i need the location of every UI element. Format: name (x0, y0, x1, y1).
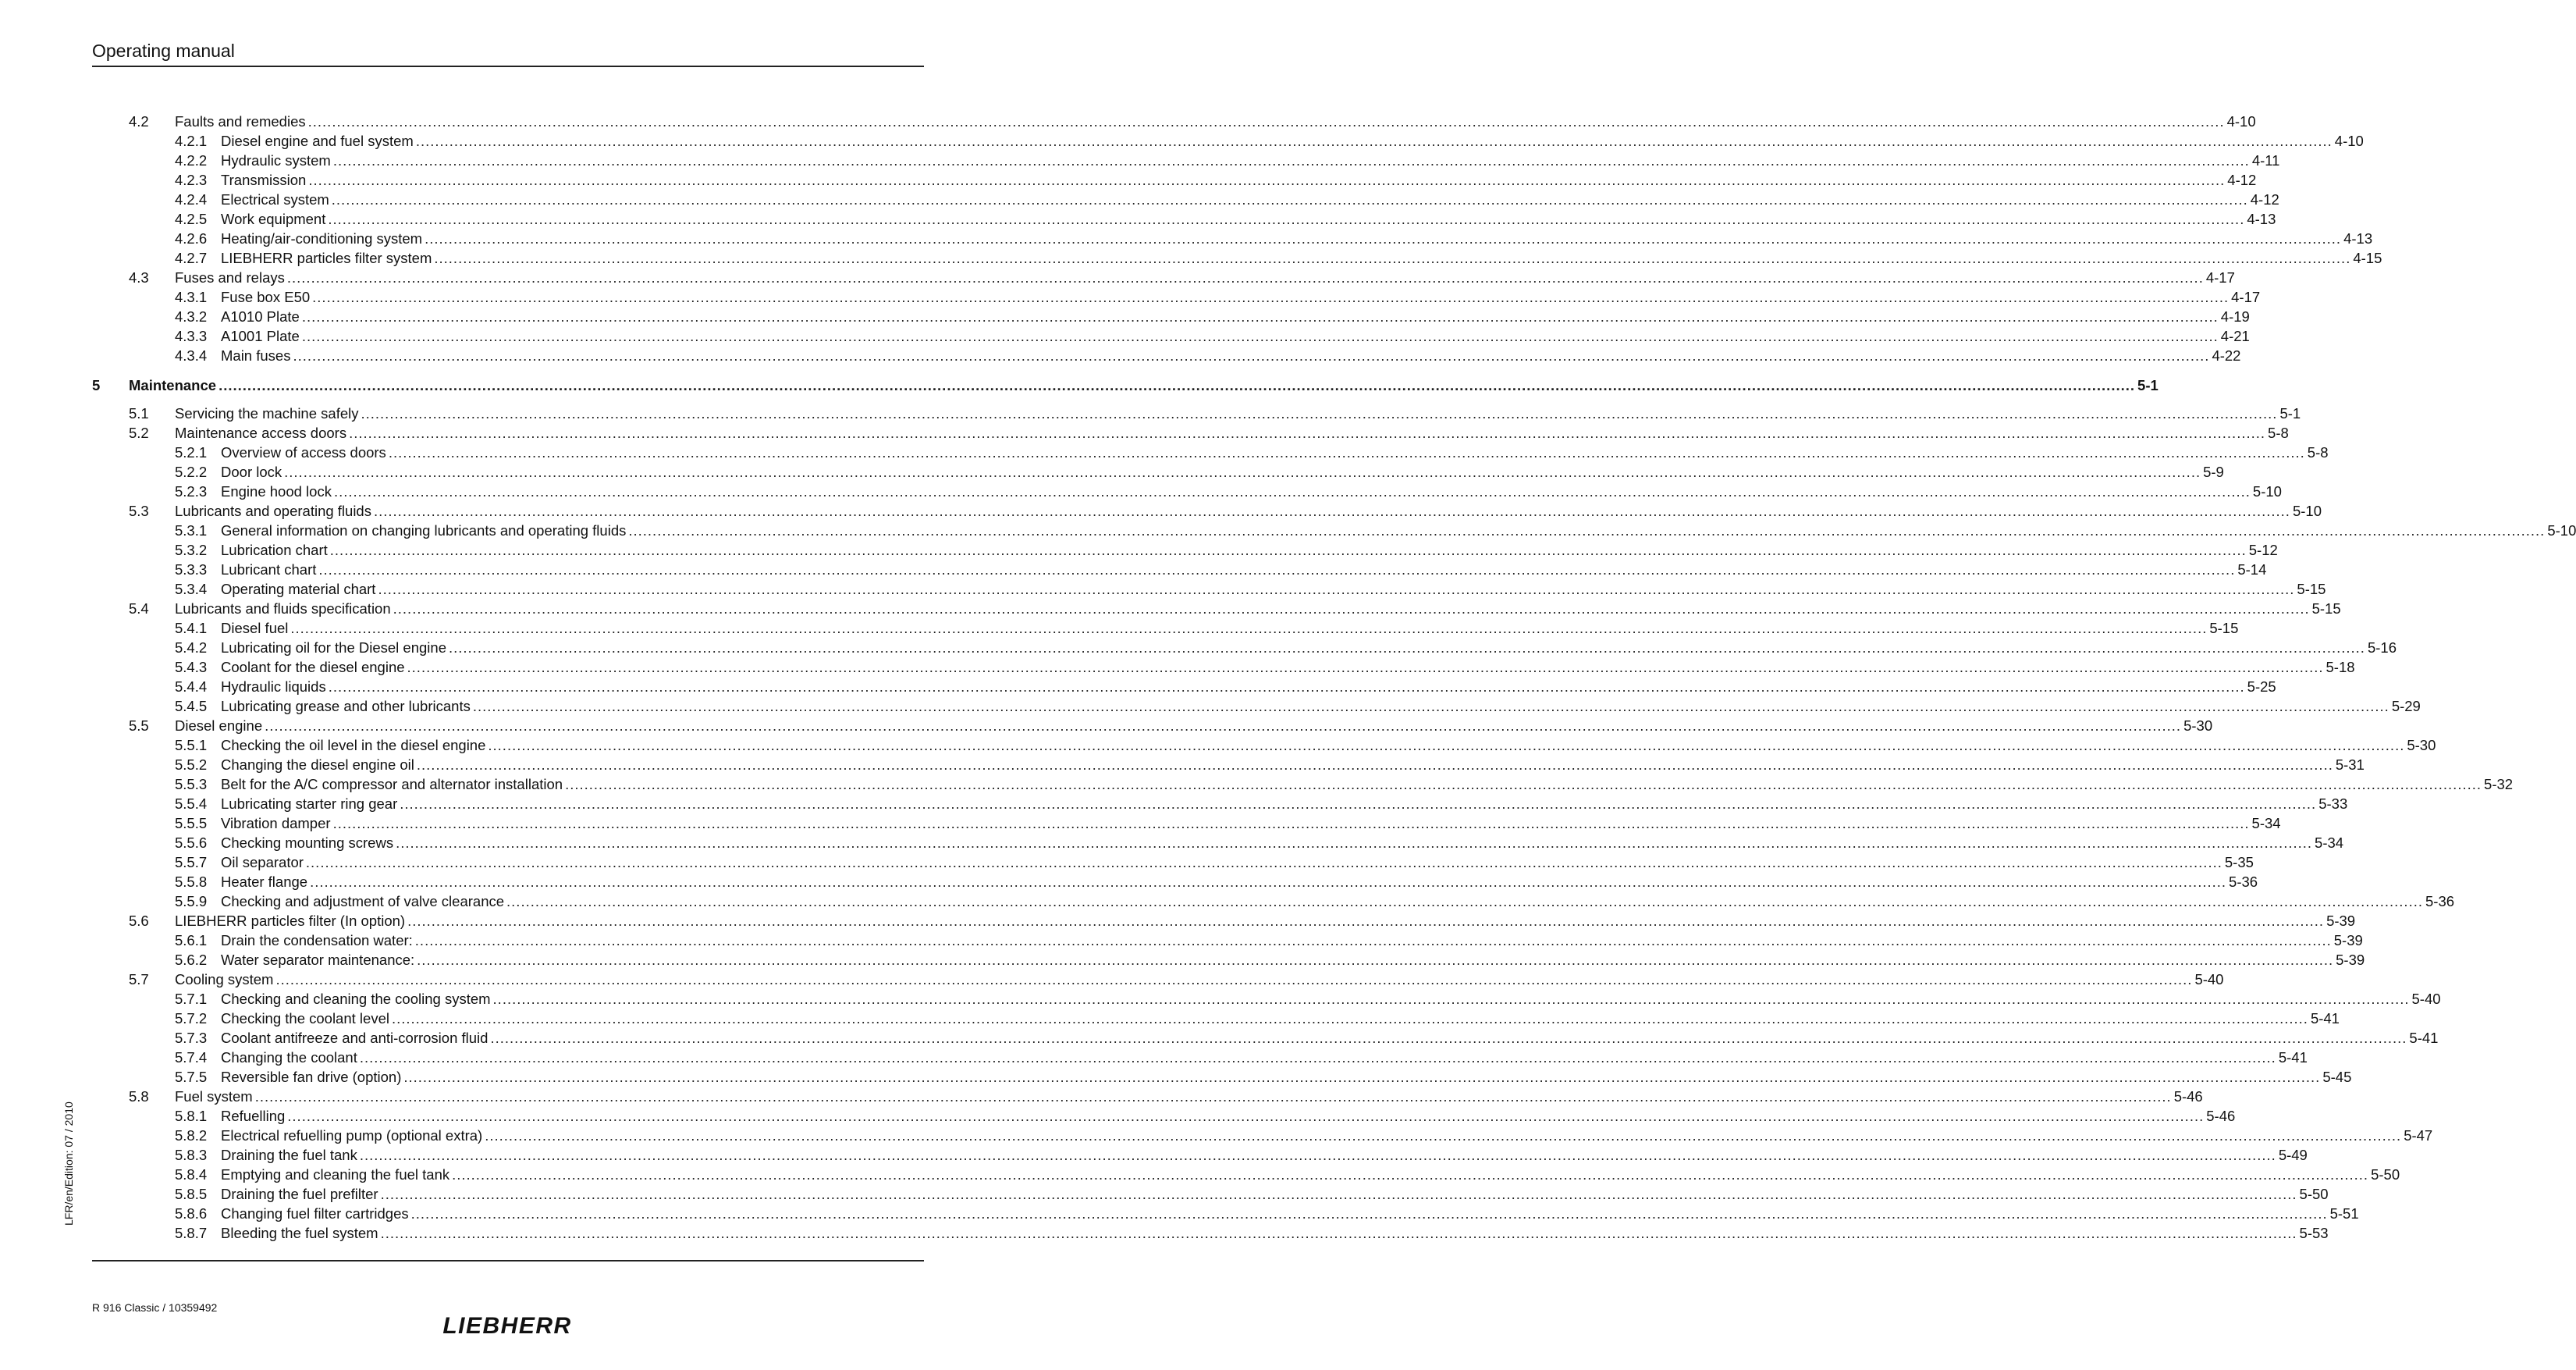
toc-entry-number: 5.2.1 (175, 444, 208, 461)
toc-entry-page: 5-51 (2329, 1205, 2359, 1222)
toc-entry-title: Lubrication chart (221, 542, 328, 558)
toc-entry (175, 833, 2344, 852)
toc-entry (129, 404, 2301, 423)
toc-entry-title: A1010 Plate (221, 308, 300, 325)
toc-entry (175, 1048, 2308, 1067)
toc-entry-number: 5.8.7 (175, 1225, 208, 1241)
toc-entry-number: 5.8.3 (175, 1147, 208, 1163)
toc-entry-page: 5-8 (2268, 425, 2289, 441)
toc-entry (175, 540, 2278, 560)
toc-entry-title: Heating/air-conditioning system (221, 230, 423, 247)
toc-entry (175, 560, 2267, 579)
toc-entry-title: Maintenance access doors (175, 425, 347, 441)
toc-entry-title: Main fuses (221, 347, 291, 364)
toc-entry-title: Engine hood lock (221, 483, 332, 500)
toc-entry (175, 131, 2364, 151)
toc-entry-title: Lubricant chart (221, 561, 317, 578)
toc-entry-number: 4.2.6 (175, 230, 208, 247)
toc-entry-number: 5 (92, 377, 101, 393)
toc-entry-page: 5-10 (2292, 503, 2322, 519)
toc-entry-page: 5-15 (2297, 581, 2326, 597)
toc-entry-number: 5.3.1 (175, 522, 208, 539)
toc-entry-number: 4.3 (129, 269, 149, 286)
dot-leader: ................................................................................................................................................................................................................................................................................................................................................................................................................ (219, 377, 2136, 393)
toc-entry (175, 696, 2421, 716)
dot-leader: ................................................................................................................................................................................................................................................................................................................................................................................................................ (329, 542, 2247, 558)
dot-leader: ................................................................................................................................................................................................................................................................................................................................................................................................................ (275, 971, 2193, 987)
page-title: Operating manual (92, 41, 235, 61)
toc-entry-page: 5-1 (2137, 377, 2159, 393)
toc-entry-page: 5-41 (2278, 1049, 2308, 1066)
toc-entry-title: Cooling system (175, 971, 274, 987)
toc-entry-page: 5-46 (2173, 1088, 2203, 1105)
toc-entry-page: 5-36 (2425, 893, 2455, 909)
toc-entry-page: 5-36 (2229, 874, 2258, 890)
toc-entry (129, 423, 2289, 443)
toc-entry-page: 5-30 (2183, 717, 2213, 734)
toc-entry-number: 4.2.3 (175, 172, 208, 188)
toc-entry-title: Work equipment (221, 211, 326, 227)
toc-entry-page: 5-47 (2404, 1127, 2433, 1144)
toc-entry-title: Belt for the A/C compressor and alternator installation (221, 776, 563, 792)
toc-entry-page: 5-50 (2371, 1166, 2400, 1183)
toc-entry-number: 5.6.2 (175, 952, 208, 968)
dot-leader: ................................................................................................................................................................................................................................................................................................................................................................................................................ (284, 464, 2201, 480)
toc-entry-title: Operating material chart (221, 581, 376, 597)
toc-entry-number: 5.8.2 (175, 1127, 208, 1144)
toc-entry-title: Lubricating grease and other lubricants (221, 698, 471, 714)
dot-leader: ................................................................................................................................................................................................................................................................................................................................................................................................................ (380, 1186, 2297, 1202)
toc-entry-title: Draining the fuel prefilter (221, 1186, 378, 1202)
toc-entry-title: Fuel system (175, 1088, 253, 1105)
dot-leader: ................................................................................................................................................................................................................................................................................................................................................................................................................ (308, 172, 2226, 188)
toc-entry-number: 5.7.2 (175, 1010, 208, 1027)
dot-leader: ................................................................................................................................................................................................................................................................................................................................................................................................................ (349, 425, 2266, 441)
toc-entry-title: Bleeding the fuel system (221, 1225, 378, 1241)
toc-entry-number: 5.7.3 (175, 1030, 208, 1046)
toc-entry-page: 4-17 (2205, 269, 2235, 286)
toc-entry-page: 5-15 (2209, 620, 2239, 636)
toc-entry-number: 4.2.2 (175, 152, 208, 169)
dot-leader: ................................................................................................................................................................................................................................................................................................................................................................................................................ (472, 698, 2389, 714)
toc-entry-page: 5-50 (2299, 1186, 2329, 1202)
toc-entry (175, 1145, 2308, 1165)
toc-entry-title: Checking the coolant level (221, 1010, 389, 1027)
toc-entry-number: 5.4.3 (175, 659, 208, 675)
toc-entry-page: 4-19 (2220, 308, 2250, 325)
dot-leader: ................................................................................................................................................................................................................................................................................................................................................................................................................ (265, 717, 2182, 734)
dot-leader: ................................................................................................................................................................................................................................................................................................................................................................................................................ (312, 289, 2230, 305)
dot-leader: ................................................................................................................................................................................................................................................................................................................................................................................................................ (332, 152, 2250, 169)
dot-leader: ................................................................................................................................................................................................................................................................................................................................................................................................................ (490, 1030, 2407, 1046)
toc-entry-page: 5-29 (2391, 698, 2421, 714)
toc-entry-title: Coolant for the diesel engine (221, 659, 405, 675)
toc-entry (175, 618, 2239, 638)
toc-entry (129, 1087, 2203, 1106)
header-divider (92, 66, 924, 67)
toc-entry-number: 4.3.3 (175, 328, 208, 344)
dot-leader: ................................................................................................................................................................................................................................................................................................................................................................................................................ (301, 308, 2219, 325)
toc-entry-title: Hydraulic system (221, 152, 331, 169)
toc-entry-page: 5-25 (2247, 678, 2276, 695)
dot-leader: ................................................................................................................................................................................................................................................................................................................................................................................................................ (400, 795, 2317, 812)
toc-entry (175, 1067, 2352, 1087)
toc-entry-number: 5.7.4 (175, 1049, 208, 1066)
toc-entry (175, 1165, 2400, 1184)
dot-leader: ................................................................................................................................................................................................................................................................................................................................................................................................................ (359, 1147, 2276, 1163)
toc-entry-title: Lubricants and fluids specification (175, 600, 391, 617)
toc-entry (175, 462, 2224, 482)
toc-entry-page: 5-33 (2318, 795, 2348, 812)
toc-entry-page: 4-21 (2220, 328, 2250, 344)
dot-leader: ................................................................................................................................................................................................................................................................................................................................................................................................................ (388, 444, 2305, 461)
toc-entry (175, 248, 2382, 268)
toc-entry-title: Refuelling (221, 1108, 286, 1124)
dot-leader: ................................................................................................................................................................................................................................................................................................................................................................................................................ (448, 639, 2365, 656)
toc-entry-number: 4.3.1 (175, 289, 208, 305)
toc-entry-number: 5.5.7 (175, 854, 208, 870)
toc-entry (175, 1126, 2433, 1145)
toc-entry-title: Electrical refuelling pump (optional extra) (221, 1127, 483, 1144)
toc-entry-number: 4.3.2 (175, 308, 208, 325)
toc-entry-page: 5-14 (2237, 561, 2267, 578)
toc-entry-title: Lubricants and operating fluids (175, 503, 371, 519)
toc-entry-number: 5.3.3 (175, 561, 208, 578)
toc-entry (175, 813, 2281, 833)
toc-entry-number: 5.2.3 (175, 483, 208, 500)
toc-entry-number: 5.7 (129, 971, 149, 987)
toc-entry-number: 5.3 (129, 503, 149, 519)
toc-entry (175, 209, 2276, 229)
dot-leader: ................................................................................................................................................................................................................................................................................................................................................................................................................ (305, 854, 2222, 870)
toc-entry-page: 4-10 (2334, 133, 2364, 149)
dot-leader: ................................................................................................................................................................................................................................................................................................................................................................................................................ (488, 737, 2405, 753)
dot-leader: ................................................................................................................................................................................................................................................................................................................................................................................................................ (396, 834, 2313, 851)
svg-text:LIEBHERR: LIEBHERR (442, 1313, 572, 1339)
toc-entry-number: 5.5.2 (175, 756, 208, 773)
toc-entry-number: 4.3.4 (175, 347, 208, 364)
toc-entry-number: 5.8.1 (175, 1108, 208, 1124)
toc-entry-page: 5-10 (2547, 522, 2576, 539)
toc-entry-title: Changing fuel filter cartridges (221, 1205, 409, 1222)
toc-entry (175, 657, 2355, 677)
toc-entry (175, 677, 2276, 696)
dot-leader: ................................................................................................................................................................................................................................................................................................................................................................................................................ (565, 776, 2482, 792)
toc-entry-page: 5-1 (2279, 405, 2301, 422)
toc-entry (175, 852, 2254, 872)
toc-entry-title: Heater flange (221, 874, 308, 890)
toc-entry-title: Faults and remedies (175, 113, 306, 130)
toc-entry-number: 5.5.9 (175, 893, 208, 909)
toc-entry-page: 5-31 (2335, 756, 2365, 773)
dot-leader: ................................................................................................................................................................................................................................................................................................................................................................................................................ (359, 1049, 2276, 1066)
toc-entry-title: Water separator maintenance: (221, 952, 415, 968)
toc-entry-page: 5-41 (2310, 1010, 2340, 1027)
toc-entry-number: 5.4.2 (175, 639, 208, 656)
toc-entry-page: 4-12 (2250, 191, 2279, 208)
toc-entry-number: 5.3.4 (175, 581, 208, 597)
toc-entry-title: Door lock (221, 464, 282, 480)
toc-entry (175, 229, 2373, 248)
dot-leader: ................................................................................................................................................................................................................................................................................................................................................................................................................ (254, 1088, 2172, 1105)
dot-leader: ................................................................................................................................................................................................................................................................................................................................................................................................................ (410, 1205, 2328, 1222)
dot-leader: ................................................................................................................................................................................................................................................................................................................................................................................................................ (628, 522, 2546, 539)
toc-entry-number: 5.5.1 (175, 737, 208, 753)
toc-entry-number: 4.2.4 (175, 191, 208, 208)
dot-leader: ................................................................................................................................................................................................................................................................................................................................................................................................................ (452, 1166, 2369, 1183)
dot-leader: ................................................................................................................................................................................................................................................................................................................................................................................................................ (286, 269, 2204, 286)
toc-entry-page: 4-17 (2231, 289, 2261, 305)
toc-entry-page: 5-8 (2307, 444, 2329, 461)
toc-entry-page: 5-53 (2299, 1225, 2329, 1241)
toc-entry (175, 1106, 2236, 1126)
toc-entry (175, 989, 2441, 1009)
toc-entry (175, 931, 2363, 950)
toc-entry-number: 5.8.6 (175, 1205, 208, 1222)
dot-leader: ................................................................................................................................................................................................................................................................................................................................................................................................................ (417, 952, 2334, 968)
toc-entry-page: 5-34 (2251, 815, 2281, 831)
toc-entry-number: 5.1 (129, 405, 149, 422)
toc-entry-title: Diesel fuel (221, 620, 289, 636)
toc-entry-number: 4.2.7 (175, 250, 208, 266)
toc-entry-title: Overview of access doors (221, 444, 386, 461)
toc-entry-title: Coolant antifreeze and anti-corrosion fluid (221, 1030, 489, 1046)
toc-entry (175, 950, 2365, 970)
toc-entry-page: 5-9 (2203, 464, 2224, 480)
toc-entry (175, 307, 2250, 326)
dot-leader: ................................................................................................................................................................................................................................................................................................................................................................................................................ (328, 211, 2245, 227)
toc-entry-number: 5.2 (129, 425, 149, 441)
dot-leader: ................................................................................................................................................................................................................................................................................................................................................................................................................ (425, 230, 2342, 247)
dot-leader: ................................................................................................................................................................................................................................................................................................................................................................................................................ (407, 913, 2325, 929)
toc-entry-page: 4-13 (2343, 230, 2373, 247)
toc-entry (129, 599, 2341, 618)
dot-leader: ................................................................................................................................................................................................................................................................................................................................................................................................................ (492, 991, 2410, 1007)
toc-entry-number: 5.8.5 (175, 1186, 208, 1202)
toc-entry (175, 443, 2329, 462)
toc-entry-number: 4.2.5 (175, 211, 208, 227)
toc-entry-page: 5-45 (2322, 1069, 2352, 1085)
toc-entry-title: Checking mounting screws (221, 834, 394, 851)
toc-entry-number: 5.5.5 (175, 815, 208, 831)
toc-entry-title: Maintenance (129, 377, 217, 393)
toc-entry-number: 5.4 (129, 600, 149, 617)
dot-leader: ................................................................................................................................................................................................................................................................................................................................................................................................................ (416, 756, 2333, 773)
dot-leader: ................................................................................................................................................................................................................................................................................................................................................................................................................ (287, 1108, 2205, 1124)
toc-entry (175, 774, 2514, 794)
toc-entry-page: 5-16 (2367, 639, 2397, 656)
toc-entry (129, 716, 2213, 735)
toc-entry (175, 579, 2326, 599)
dot-leader: ................................................................................................................................................................................................................................................................................................................................................................................................................ (301, 328, 2219, 344)
toc-entry (175, 755, 2365, 774)
dot-leader: ................................................................................................................................................................................................................................................................................................................................................................................................................ (293, 347, 2210, 364)
toc-entry-number: 5.7.1 (175, 991, 208, 1007)
toc-entry-number: 4.2 (129, 113, 149, 130)
toc-entry-title: Fuses and relays (175, 269, 285, 286)
toc-entry (175, 1184, 2329, 1204)
toc-entry-title: Changing the coolant (221, 1049, 357, 1066)
toc-entry-number: 5.5.6 (175, 834, 208, 851)
toc-entry-page: 5-39 (2333, 932, 2363, 948)
toc-entry-number: 5.5 (129, 717, 149, 734)
liebherr-logo (431, 1313, 584, 1339)
toc-entry (175, 482, 2282, 501)
toc-entry-number: 5.5.3 (175, 776, 208, 792)
toc-entry-title: A1001 Plate (221, 328, 300, 344)
toc-entry-title: Lubricating oil for the Diesel engine (221, 639, 446, 656)
dot-leader: ................................................................................................................................................................................................................................................................................................................................................................................................................ (331, 191, 2248, 208)
dot-leader: ................................................................................................................................................................................................................................................................................................................................................................................................................ (506, 893, 2423, 909)
toc-entry-title: Fuse box E50 (221, 289, 311, 305)
toc-entry (129, 970, 2224, 989)
toc-entry (175, 891, 2455, 911)
toc-entry-page: 5-40 (2411, 991, 2441, 1007)
dot-leader: ................................................................................................................................................................................................................................................................................................................................................................................................................ (414, 932, 2332, 948)
toc-entry-page: 5-39 (2326, 913, 2356, 929)
toc-entry-number: 5.8 (129, 1088, 149, 1105)
toc-entry-title: Servicing the machine safely (175, 405, 359, 422)
toc-entry-title: Vibration damper (221, 815, 331, 831)
toc-entry-number: 5.3.2 (175, 542, 208, 558)
dot-leader: ................................................................................................................................................................................................................................................................................................................................................................................................................ (333, 483, 2251, 500)
toc-entry-title: Lubricating starter ring gear (221, 795, 398, 812)
toc-entry-page: 4-13 (2247, 211, 2276, 227)
dot-leader: ................................................................................................................................................................................................................................................................................................................................................................................................................ (415, 133, 2333, 149)
toc-entry-page: 5-15 (2311, 600, 2341, 617)
toc-entry-page: 4-15 (2353, 250, 2382, 266)
toc-entry (175, 326, 2250, 346)
toc-entry-page: 4-12 (2227, 172, 2257, 188)
toc-entry-number: 5.6 (129, 913, 149, 929)
toc-entry-page: 5-46 (2206, 1108, 2236, 1124)
toc-entry-number: 5.4.1 (175, 620, 208, 636)
toc-entry (175, 287, 2261, 307)
toc-entry-title: Checking the oil level in the diesel engine (221, 737, 486, 753)
toc-entry-title: Draining the fuel tank (221, 1147, 357, 1163)
toc-entry-page: 4-22 (2212, 347, 2241, 364)
toc-entry-title: Hydraulic liquids (221, 678, 326, 695)
toc-entry-title: Checking and cleaning the cooling system (221, 991, 491, 1007)
dot-leader: ................................................................................................................................................................................................................................................................................................................................................................................................................ (393, 600, 2310, 617)
toc-entry-title: Diesel engine and fuel system (221, 133, 414, 149)
toc-entry (175, 794, 2348, 813)
toc-entry-page: 5-49 (2278, 1147, 2308, 1163)
dot-leader: ................................................................................................................................................................................................................................................................................................................................................................................................................ (310, 874, 2227, 890)
toc-entry (175, 521, 2576, 540)
toc-entry (175, 1223, 2329, 1243)
toc-entry (129, 268, 2235, 287)
toc-entry-title: Oil separator (221, 854, 304, 870)
dot-leader: ................................................................................................................................................................................................................................................................................................................................................................................................................ (332, 815, 2250, 831)
toc-entry (175, 735, 2436, 755)
toc-entry-page: 5-39 (2336, 952, 2365, 968)
toc-entry (175, 170, 2257, 190)
toc-entry-page: 5-40 (2194, 971, 2224, 987)
toc-entry (129, 501, 2322, 521)
dot-leader: ................................................................................................................................................................................................................................................................................................................................................................................................................ (485, 1127, 2402, 1144)
toc-entry-title: Drain the condensation water: (221, 932, 413, 948)
dot-leader: ................................................................................................................................................................................................................................................................................................................................................................................................................ (391, 1010, 2308, 1027)
dot-leader: ................................................................................................................................................................................................................................................................................................................................................................................................................ (403, 1069, 2321, 1085)
edition-label: LFR/en/Edition: 07 / 2010 (62, 1101, 75, 1226)
toc-entry-page: 5-10 (2252, 483, 2282, 500)
toc-entry (175, 190, 2279, 209)
toc-entry-page: 5-35 (2224, 854, 2254, 870)
toc-entry-title: Changing the diesel engine oil (221, 756, 414, 773)
toc-entry-title: Electrical system (221, 191, 329, 208)
toc-entry-number: 5.2.2 (175, 464, 208, 480)
toc-entry-number: 5.6.1 (175, 932, 208, 948)
toc-entry-title: LIEBHERR particles filter (In option) (175, 913, 406, 929)
dot-leader: ................................................................................................................................................................................................................................................................................................................................................................................................................ (361, 405, 2278, 422)
toc-entry-number: 5.5.8 (175, 874, 208, 890)
toc-entry-title: Diesel engine (175, 717, 263, 734)
toc-entry-number: 5.7.5 (175, 1069, 208, 1085)
toc-entry-title: Emptying and cleaning the fuel tank (221, 1166, 450, 1183)
toc-entry-title: General information on changing lubricants and operating fluids (221, 522, 627, 539)
toc-entry-page: 4-11 (2251, 152, 2280, 169)
toc-entry-page: 5-30 (2407, 737, 2436, 753)
toc-entry-page: 5-18 (2326, 659, 2355, 675)
toc-entry (175, 1009, 2340, 1028)
dot-leader: ................................................................................................................................................................................................................................................................................................................................................................................................................ (434, 250, 2351, 266)
toc-entry-number: 5.8.4 (175, 1166, 208, 1183)
toc-entry (175, 346, 2241, 365)
toc-entry-number: 5.4.4 (175, 678, 208, 695)
toc-entry-title: Reversible fan drive (option) (221, 1069, 402, 1085)
footer-divider (92, 1260, 924, 1261)
toc-entry (175, 151, 2280, 170)
dot-leader: ................................................................................................................................................................................................................................................................................................................................................................................................................ (318, 561, 2236, 578)
dot-leader: ................................................................................................................................................................................................................................................................................................................................................................................................................ (290, 620, 2208, 636)
toc-entry (92, 375, 2159, 395)
toc-entry-title: LIEBHERR particles filter system (221, 250, 432, 266)
toc-entry-page: 5-12 (2248, 542, 2278, 558)
dot-leader: ................................................................................................................................................................................................................................................................................................................................................................................................................ (307, 113, 2225, 130)
dot-leader: ................................................................................................................................................................................................................................................................................................................................................................................................................ (407, 659, 2324, 675)
toc-entry (175, 1204, 2359, 1223)
document-id: R 916 Classic / 10359492 (92, 1301, 218, 1314)
toc-entry-page: 5-32 (2484, 776, 2514, 792)
dot-leader: ................................................................................................................................................................................................................................................................................................................................................................................................................ (373, 503, 2290, 519)
toc-entry (129, 112, 2256, 131)
toc-entry (175, 872, 2258, 891)
dot-leader: ................................................................................................................................................................................................................................................................................................................................................................................................................ (378, 581, 2295, 597)
toc-entry (175, 638, 2397, 657)
toc-entry-page: 5-34 (2315, 834, 2344, 851)
toc-entry-number: 4.2.1 (175, 133, 208, 149)
dot-leader: ................................................................................................................................................................................................................................................................................................................................................................................................................ (380, 1225, 2297, 1241)
toc-entry (129, 911, 2356, 931)
toc-entry-page: 4-10 (2226, 113, 2256, 130)
toc-entry-number: 5.5.4 (175, 795, 208, 812)
toc-entry (175, 1028, 2439, 1048)
toc-entry-number: 5.4.5 (175, 698, 208, 714)
toc-entry-title: Transmission (221, 172, 307, 188)
toc-entry-page: 5-41 (2409, 1030, 2439, 1046)
toc-entry-title: Checking and adjustment of valve clearance (221, 893, 505, 909)
dot-leader: ................................................................................................................................................................................................................................................................................................................................................................................................................ (328, 678, 2245, 695)
